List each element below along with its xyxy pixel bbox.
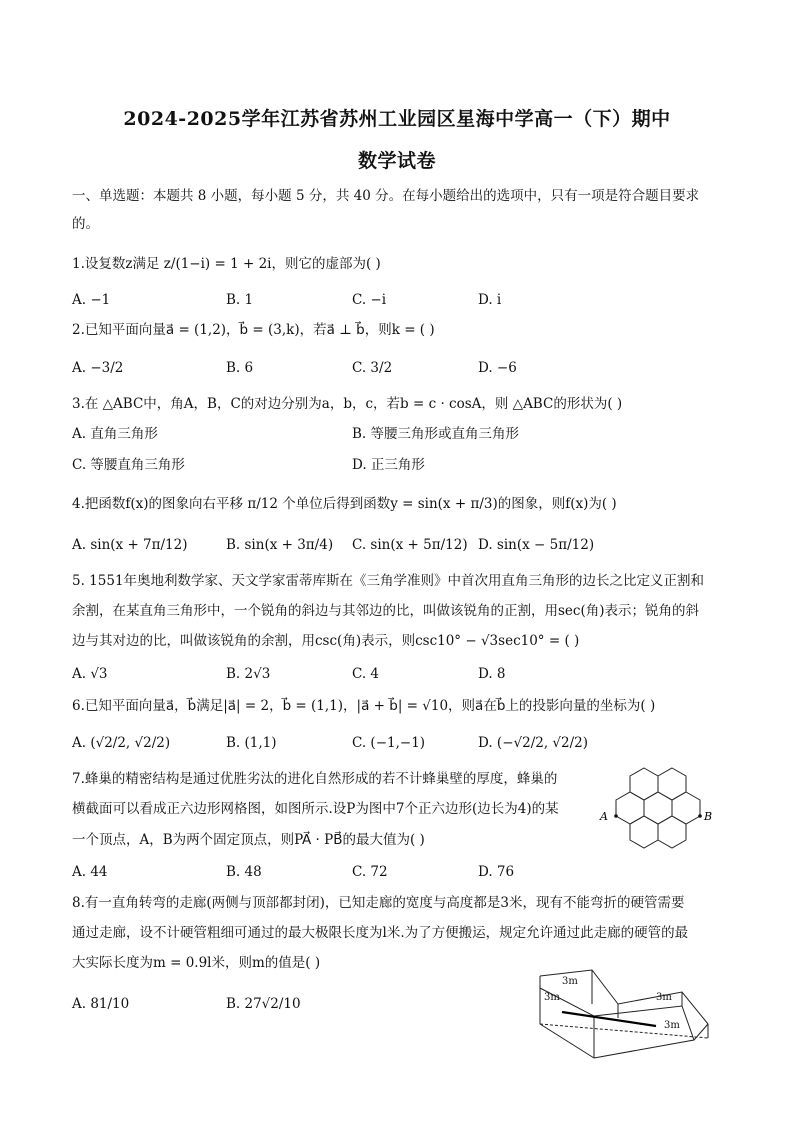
question-6-option-b: B. (1,1) — [226, 735, 277, 751]
question-7-option-d: D. 76 — [478, 864, 515, 880]
exam-subtitle: 数学试卷 — [357, 150, 436, 172]
question-5-option-c: C. 4 — [352, 666, 380, 682]
label-a: A — [600, 810, 608, 823]
question-3-option-b: B. 等腰三角形或直角三角形 — [352, 426, 520, 442]
hexagon-center — [644, 792, 672, 824]
question-7-option-a: A. 44 — [72, 864, 108, 880]
question-1-option-d: D. i — [478, 292, 502, 308]
question-6-option-a: A. (√2/2, √2/2) — [72, 735, 171, 751]
question-7-option-b: B. 48 — [226, 864, 262, 880]
hexagon-top-left — [630, 768, 658, 800]
question-4-option-b: B. sin(x + 3π/4) — [226, 537, 334, 553]
question-3-option-c: C. 等腰直角三角形 — [72, 457, 185, 473]
question-2-option-b: B. 6 — [226, 360, 254, 376]
question-7-stem-line-1: 7.蜂巢的精密结构是通过优胜劣汰的进化自然形成的若不计蜂巢壁的厚度，蜂巢的 — [72, 771, 558, 787]
hexagon-top-right — [658, 768, 686, 800]
question-8-stem-line-3: 大实际长度为m = 0.9l米，则m的值是( ) — [72, 955, 321, 971]
question-1-option-c: C. −i — [352, 292, 387, 308]
question-3-option-a: A. 直角三角形 — [72, 426, 158, 442]
question-6-option-c: C. (−1,−1) — [352, 735, 426, 751]
corridor-left-edge — [540, 976, 594, 1058]
question-1-option-a: A. −1 — [72, 292, 111, 308]
question-4-stem: 4.把函数f(x)的图象向右平移 π/12 个单位后得到函数y = sin(x + π/3)的图象，则f(x)为( ) — [72, 496, 617, 512]
question-1-option-b: B. 1 — [226, 292, 254, 308]
question-5-option-a: A. √3 — [72, 666, 108, 682]
question-8-stem-line-1: 8.有一直角转弯的走廊(两侧与顶部都封闭)，已知走廊的宽度与高度都是3米，现有不能弯折的硬管需要 — [72, 895, 685, 911]
question-1-stem: 1.设复数z满足 z/(1−i) = 1 + 2i，则它的虚部为( ) — [72, 256, 381, 272]
dimension-label-bottom: 3m — [664, 1020, 680, 1031]
hexagon-bottom-right — [658, 816, 686, 848]
question-5-stem-line-3: 边与其对边的比，叫做该锐角的余割，用csc(角)表示，则csc10° − √3sec10° = ( ) — [72, 633, 580, 649]
question-6-stem: 6.已知平面向量a⃗，b⃗满足|a⃗| = 2，b⃗ = (1,1)，|a⃗ + b⃗| = √10，则a⃗在b⃗上的投影向量的坐标为( ) — [72, 698, 656, 714]
point-b — [698, 814, 702, 818]
point-a — [614, 814, 618, 818]
question-2-option-a: A. −3/2 — [72, 360, 124, 376]
label-b: B — [704, 810, 713, 823]
question-6-option-d: D. (−√2/2, √2/2) — [478, 735, 589, 751]
question-4-option-d: D. sin(x − 5π/12) — [478, 537, 595, 553]
question-2-option-d: D. −6 — [478, 360, 517, 376]
exam-title: 2024-2025学年江苏省苏州工业园区星海中学高一（下）期中 — [123, 108, 671, 130]
question-4-option-a: A. sin(x + 7π/12) — [72, 537, 188, 553]
hexagon-bottom-left — [630, 816, 658, 848]
dimension-label-right-width: 3m — [656, 992, 672, 1003]
question-2-stem: 2.已知平面向量a⃗ = (1,2)，b⃗ = (3,k)，若a⃗ ⊥ b⃗，则k = ( ) — [72, 322, 435, 338]
corridor-hidden-edge — [540, 1024, 708, 1038]
question-2-option-c: C. 3/2 — [352, 360, 393, 376]
question-3-option-d: D. 正三角形 — [352, 457, 425, 473]
question-5-option-b: B. 2√3 — [226, 666, 271, 682]
dimension-label-height: 3m — [562, 976, 578, 987]
section-heading-continued: 的。 — [72, 216, 99, 232]
section-heading: 一、单选题：本题共 8 小题，每小题 5 分，共 40 分。在每小题给出的选项中，只有一项是符合题目要求 — [72, 188, 700, 204]
question-5-option-d: D. 8 — [478, 666, 506, 682]
question-8-option-a: A. 81/10 — [72, 996, 130, 1012]
question-7-stem-line-3: 一个顶点，A，B为两个固定顶点，则PA⃗ · PB⃗的最大值为( ) — [72, 832, 425, 848]
question-5-stem-line-2: 余割，在某直角三角形中，一个锐角的斜边与其邻边的比，叫做该锐角的正割，用sec(角)表示；锐角的斜 — [72, 603, 700, 619]
question-7-stem-line-2: 横截面可以看成正六边形网格图，如图所示.设P为图中7个正六边形(边长为4)的某 — [72, 801, 559, 817]
question-5-stem-line-1: 5. 1551年奥地利数学家、天文学家雷蒂库斯在《三角学准则》中首次用直角三角形的边长之比定义正割和 — [72, 573, 705, 589]
honeycomb-figure — [598, 760, 718, 876]
hexagon-right — [672, 792, 700, 824]
question-7-option-c: C. 72 — [352, 864, 388, 880]
question-3-stem: 3.在 △ABC中，角A，B，C的对边分别为a，b，c，若b = c · cosA，则 △ABC的形状为( ) — [72, 396, 623, 412]
question-8-stem-line-2: 通过走廊，设不计硬管粗细可通过的最大极限长度为l米.为了方便搬运，规定允许通过此走廊的硬管的最 — [72, 925, 689, 941]
dimension-label-left-width: 3m — [544, 992, 560, 1003]
corridor-figure — [532, 964, 722, 1076]
question-8-option-b: B. 27√2/10 — [226, 996, 301, 1012]
hexagon-left — [616, 792, 644, 824]
corridor-bottom-front — [594, 1024, 708, 1058]
question-4-option-c: C. sin(x + 5π/12) — [352, 537, 468, 553]
